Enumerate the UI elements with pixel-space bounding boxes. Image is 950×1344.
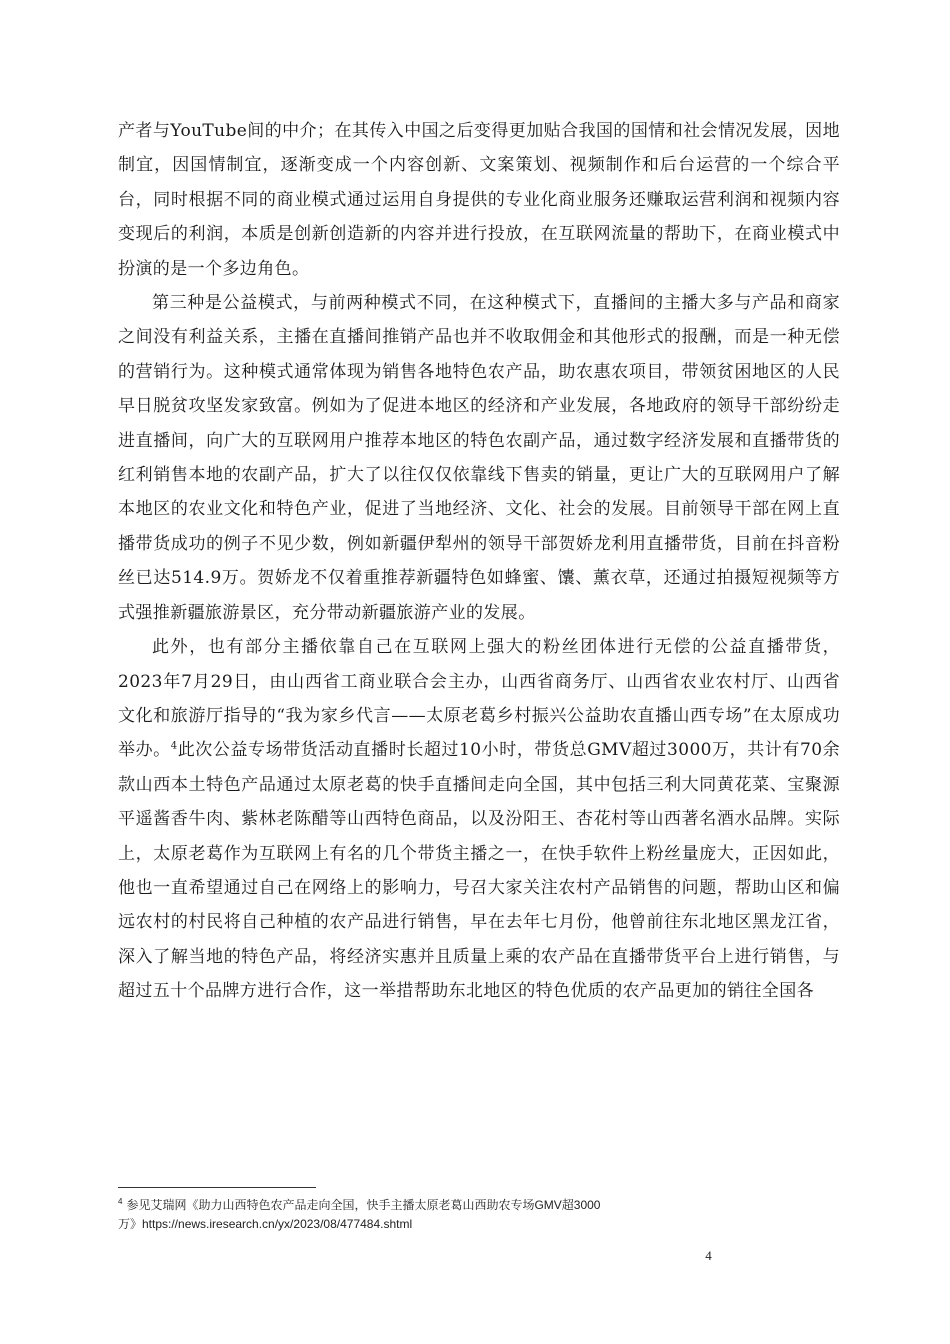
paragraph-public-welfare-model: 第三种是公益模式，与前两种模式不同，在这种模式下，直播间的主播大多与产品和商家之间没有利益关系，主播在直播间推销产品也并不收取佣金和其他形式的报酬，而是一种无偿的营销行为。这种模式通常体现为销售各地特色农产品，助农惠农项目，带领贫困地区的人民早日脱贫攻坚发家致富。例如为了促进本地区的经济和产业发展，各地政府的领导干部纷纷走进直播间，向广大的互联网用户推荐本地区的特色农副产品，通过数字经济发展和直播带货的红利销售本地的农副产品，扩大了以往仅仅依靠线下售卖的销量，更让广大的互联网用户了解本地区的农业文化和特色产业，促进了当地经济、文化、社会的发展。目前领导干部在网上直播带货成功的例子不见少数，例如新疆伊犁州的领导干部贺娇龙利用直播带货，目前在抖音粉丝已达514.9万。贺娇龙不仅着重推荐新疆特色如蜂蜜、馕、薰衣草，还通过拍摄短视频等方式强推新疆旅游景区，充分带动新疆旅游产业的发展。 <box>118 293 840 623</box>
body-text <box>118 114 840 1009</box>
footnote <box>118 1196 818 1234</box>
paragraph-text-after-footnote: 此次公益专场带货活动直播时长超过10小时，带货总GMV超过3000万，共计有70余款山西本土特色产品通过太原老葛的快手直播间走向全国，其中包括三利大同黄花菜、宝聚源平遥酱香牛肉、紫林老陈醋等山西特色商品，以及汾阳王、杏花村等山西著名酒水品牌。实际上，太原老葛作为互联网上有名的几个带货主播之一，在快手软件上粉丝量庞大，正因如此，他也一直希望通过自己在网络上的影响力，号召大家关注农村产品销售的问题，帮助山区和偏远农村的村民将自己种植的农产品进行销售，早在去年七月份，他曾前往东北地区黑龙江省，深入了解当地的特色产品，将经济实惠并且质量上乘的农产品在直播带货平台上进行销售，与超过五十个品牌方进行合作，这一举措帮助东北地区的特色优质的农产品更加的销往全国各 <box>118 740 840 1002</box>
paragraph-taiyuan-laoge <box>118 630 840 1008</box>
footnote-separator <box>118 1187 316 1188</box>
footnote-reference[interactable]: 4 <box>170 740 178 752</box>
footnote-source-title: 参见艾瑞网《助力山西特色农产品走向全国，快手主播太原老葛山西助农专场GMV超3000 <box>126 1198 601 1212</box>
page-number: 4 <box>705 1248 712 1263</box>
footnote-line-2[interactable]: 万》https://news.iresearch.cn/yx/2023/08/477484.shtml <box>118 1217 413 1231</box>
footnote-line-1 <box>118 1196 818 1215</box>
paragraph-text-before-footnote: 此外，也有部分主播依靠自己在互联网上强大的粉丝团体进行无偿的公益直播带货，2023年7月29日，由山西省工商业联合会主办，山西省商务厅、山西省农业农村厅、山西省文化和旅游厅指导的“我为家乡代言——太原老葛乡村振兴公益助农直播山西专场”在太原成功举办。 <box>118 637 840 761</box>
paragraph-continued: 产者与YouTube间的中介；在其传入中国之后变得更加贴合我国的国情和社会情况发展，因地制宜，因国情制宜，逐渐变成一个内容创新、文案策划、视频制作和后台运营的一个综合平台，同时根据不同的商业模式通过运用自身提供的专业化商业服务还赚取运营利润和视频内容变现后的利润，本质是创新创造新的内容并进行投放，在互联网流量的帮助下，在商业模式中扮演的是一个多边角色。 <box>118 121 840 279</box>
footnote-mark: 4 <box>118 1197 123 1206</box>
page-number-container <box>0 1248 716 1264</box>
